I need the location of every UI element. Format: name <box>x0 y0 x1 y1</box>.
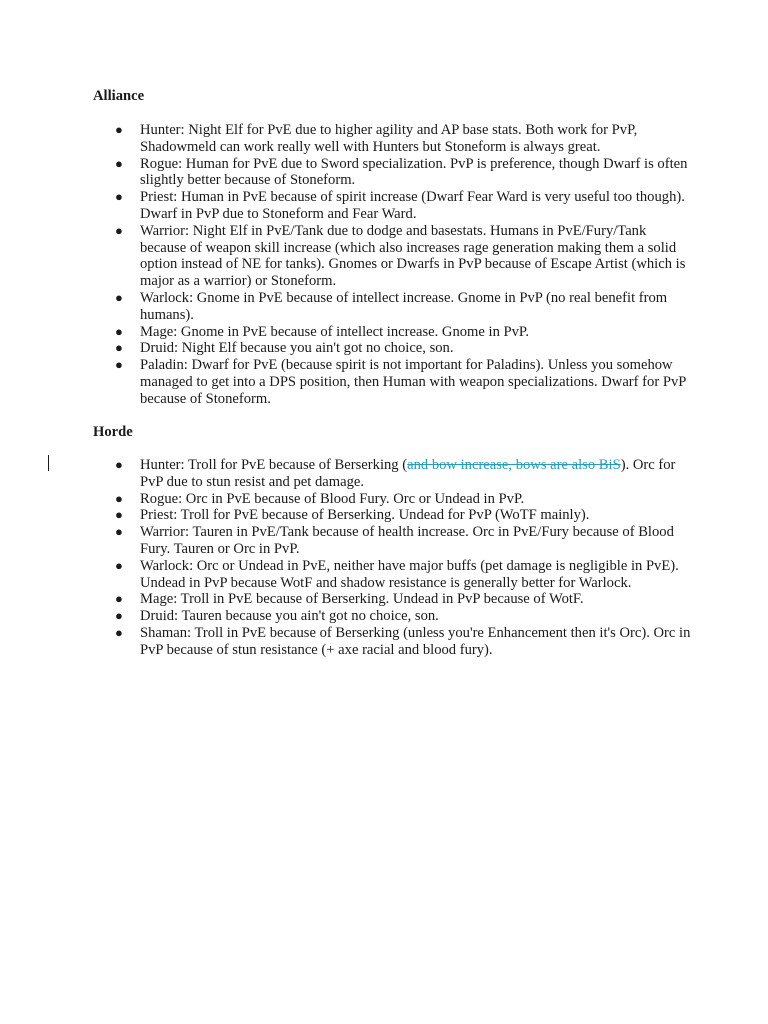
list-item <box>93 491 693 508</box>
list-item-text: Warlock: Gnome in PvE because of intellect increase. Gnome in PvP (no real benefit from humans). <box>140 289 668 323</box>
list-item <box>93 324 693 341</box>
bullet-icon: ● <box>115 457 123 472</box>
bullet-icon: ● <box>115 189 123 205</box>
bullet-icon: ● <box>115 122 123 137</box>
bullet-icon: ● <box>115 222 123 238</box>
bullet-icon: ● <box>115 289 123 305</box>
bullet-icon: ● <box>115 340 123 356</box>
bullet-icon: ● <box>115 323 123 339</box>
list-item-text: Rogue: Orc in PvE because of Blood Fury. Orc or Undead in PvP. <box>140 490 525 507</box>
list-item-text: Druid: Night Elf because you ain't got no choice, son. <box>140 340 454 357</box>
bullet-icon: ● <box>115 557 123 573</box>
bullet-icon: ● <box>115 507 123 523</box>
list-item <box>93 558 693 592</box>
list-item-text: Warrior: Tauren in PvE/Tank because of health increase. Orc in PvE/Fury because of Blood Fury. Tauren or Orc in PvP. <box>140 524 674 557</box>
list-item <box>93 290 693 324</box>
bullet-icon: ● <box>115 490 123 506</box>
list-item <box>93 189 693 223</box>
list-item-text: ). Orc for PvP due to stun resist and pet damage. <box>140 457 676 490</box>
list-item-text: Hunter: Troll for PvE because of Berserking ( <box>140 457 408 473</box>
alliance-heading: Alliance <box>93 88 145 104</box>
list-item <box>93 357 693 407</box>
bullet-icon: ● <box>115 524 123 540</box>
list-item <box>93 156 693 190</box>
text-cursor <box>48 455 49 471</box>
bullet-icon: ● <box>115 624 123 640</box>
list-item-text: Shaman: Troll in PvE because of Berserking (unless you're Enhancement then it's Orc). Orc in PvP because of stun resistance (+ axe racial and blood fury). <box>140 624 691 658</box>
list-item-text: Priest: Troll for PvE because of Berserking. Undead for PvP (WoTF mainly). <box>140 507 590 524</box>
tracked-deletion-text: and bow increase, bows are also BiS <box>407 457 621 473</box>
list-item-text: Warlock: Orc or Undead in PvE, neither have major buffs (pet damage is negligible in PvE). Undead in PvP because WotF and shadow resistance is generally better for Warlock. <box>140 557 679 591</box>
horde-heading: Horde <box>93 424 133 440</box>
bullet-icon: ● <box>115 591 123 607</box>
list-item <box>93 524 693 558</box>
list-item-text: Priest: Human in PvE because of spirit increase (Dwarf Fear Ward is very useful too though). Dwarf in PvP due to Stoneform and Fear Ward. <box>140 189 685 222</box>
bullet-icon: ● <box>115 155 123 171</box>
list-item <box>93 340 693 357</box>
list-item <box>93 122 693 156</box>
alliance-list <box>93 122 693 408</box>
list-item-text: Hunter: Night Elf for PvE due to higher agility and AP base stats. Both work for PvP, Shadowmeld can work really well with Hunters but Stoneform is always great. <box>140 122 638 155</box>
list-item <box>93 457 693 491</box>
list-item-text: Mage: Troll in PvE because of Berserking. Undead in PvP because of WotF. <box>140 591 584 608</box>
bullet-icon: ● <box>115 608 123 624</box>
list-item <box>93 591 693 608</box>
list-item <box>93 608 693 625</box>
bullet-icon: ● <box>115 357 123 373</box>
list-item-text: Paladin: Dwarf for PvE (because spirit is not important for Paladins). Unless you somehow managed to get into a DPS position, then Human with weapon specializations. Dwarf for PvP because of Stoneform. <box>140 357 686 407</box>
list-item-text: Mage: Gnome in PvE because of intellect increase. Gnome in PvP. <box>140 323 530 340</box>
horde-list <box>93 457 693 659</box>
list-item <box>93 507 693 524</box>
list-item-text: Rogue: Human for PvE due to Sword specialization. PvP is preference, though Dwarf is often slightly better because of Stoneform. <box>140 155 688 189</box>
list-item <box>93 223 693 290</box>
list-item-text: Druid: Tauren because you ain't got no choice, son. <box>140 608 439 625</box>
list-item <box>93 625 693 659</box>
list-item-text: Warrior: Night Elf in PvE/Tank due to dodge and basestats. Humans in PvE/Fury/Tank because of weapon skill increase (which also increases rage generation making them a solid option instead of NE for tanks). Gnomes or Dwarfs in PvP because of Escape Artist (which is major as a warrior) or Stoneform. <box>140 222 686 290</box>
